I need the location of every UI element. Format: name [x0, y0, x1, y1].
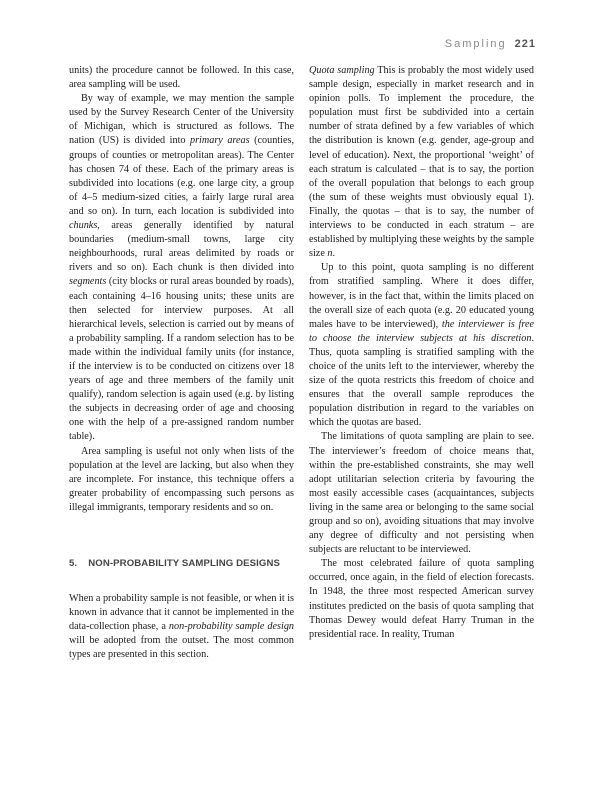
paragraph-area-sampling-usefulness: Area sampling is useful not only when lists of the population at the level are lacking, but also when they are incomplete. For instance, this technique offers a greater probability of encompassing such persons as illegal immigrants, temporary residents and so on. — [69, 445, 294, 513]
paragraph-area-sampling-example: By way of example, we may mention the sample used by the Survey Research Center of the University of Michigan, which is structured as follows. The nation (US) is divided into primary areas (counties, groups of counties or metropolitan areas). The Center has chosen 74 of these. Each of the primary areas is subdivided into locations (e.g. one large city, a group of 4–5 medium-sized cities, a fairly large rural area and so on). In turn, each location is subdivided into chunks, areas generally identified by natural boundaries (medium-small towns, large city neighbourhoods, rural areas delimited by roads or rivers and so on). Each chunk is then divided into segments (city blocks or rural areas bounded by roads), each containing 4–16 housing units; these units are then selected for interview purposes. At all hierarchical levels, selection is carried out by means of a probability sampling. If a random selection has to be made within the individual family units (for instance, if the interview is to be conducted on citizens over 18 years of age and three members of the family unit qualify), random selection is again used (e.g. by listing the subjects in decreasing order of age and choosing one with the help of a pre-assigned random number table). — [69, 93, 294, 443]
section-number: 5. — [69, 558, 78, 569]
paragraph-quota-sampling: Quota sampling This is probably the most widely used sample design, especially in market research and in opinion polls. To implement the procedure, the population must first be subdivided into a certain number of strata defined by a few variables of which the distribution is known (e.g. gender, age-group and level of education). Next, the proportional ‘weight’ of each stratum is calculated – that is to say, the portion of the overall population that belongs to each group (the sum of these weights must obviously equal 1). Finally, the quotas – that is to say, the number of interviews to be conducted in each stratum – are established by multiplying these weights by the sample size n. — [309, 65, 534, 260]
running-title: Sampling — [444, 38, 507, 50]
run-in-heading-quota-sampling: Quota sampling — [309, 65, 375, 76]
paragraph-non-probability-intro: When a probability sample is not feasible, or when it is known in advance that it cannot be implemented in the data-collection phase, a non-probability sample design will be adopted from the outset. The most common types are presented in this section. — [69, 593, 295, 661]
section-heading — [69, 557, 294, 571]
term-primary-areas: primary areas — [190, 135, 250, 147]
paragraph-continued: units) the procedure cannot be followed. In this case, area sampling will be used. — [69, 65, 294, 91]
running-header — [445, 38, 536, 50]
emphasis-interviewer-choice: the interviewer is free to choose the interview subjects at his discretion — [309, 318, 534, 344]
term-n: n — [327, 248, 333, 260]
page-number: 221 — [514, 38, 536, 50]
section-title: NON-PROBABILITY SAMPLING DESIGNS — [88, 558, 280, 569]
term-segments: segments — [69, 276, 107, 288]
right-column — [309, 64, 534, 642]
paragraph-quota-limitations: The limitations of quota sampling are plain to see. The interviewer’s freedom of choice means that, within the pre-established constraints, she may well adopt utilitarian selection criteria by favouring the most easily accessible cases (acquaintances, subjects living in the same area or belonging to the same social group and so on), avoiding situations that may involve any degree of difficulty and not persisting when subjects are reluctant to be interviewed. — [309, 431, 534, 556]
term-chunks: chunks — [69, 220, 98, 232]
paragraph-quota-vs-stratified: Up to this point, quota sampling is no different from stratified sampling. Where it does differ, however, is in the fact that, within the limits placed on the overall size of each quota (e.g. 20 educated young males have to be interviewed), the interviewer is free to choose the interview subjects at his discretion. Thus, quota sampling is stratified sampling with the choice of the units left to the interviewer, whereby the size of the quota restricts this freedom of choice and ensures that the overall sample reproduces the population distribution in regard to the variables on which the quotas are based. — [309, 262, 534, 429]
paragraph-quota-failure: The most celebrated failure of quota sampling occurred, once again, in the field of election forecasts. In 1948, the three most respected American survey institutes predicted on the basis of quota sampling that Thomas Dewey would defeat Harry Truman in the presidential race. In reality, Truman — [309, 558, 534, 640]
left-column — [69, 64, 294, 663]
term-non-probability-design: non-probability sample design — [168, 621, 295, 633]
